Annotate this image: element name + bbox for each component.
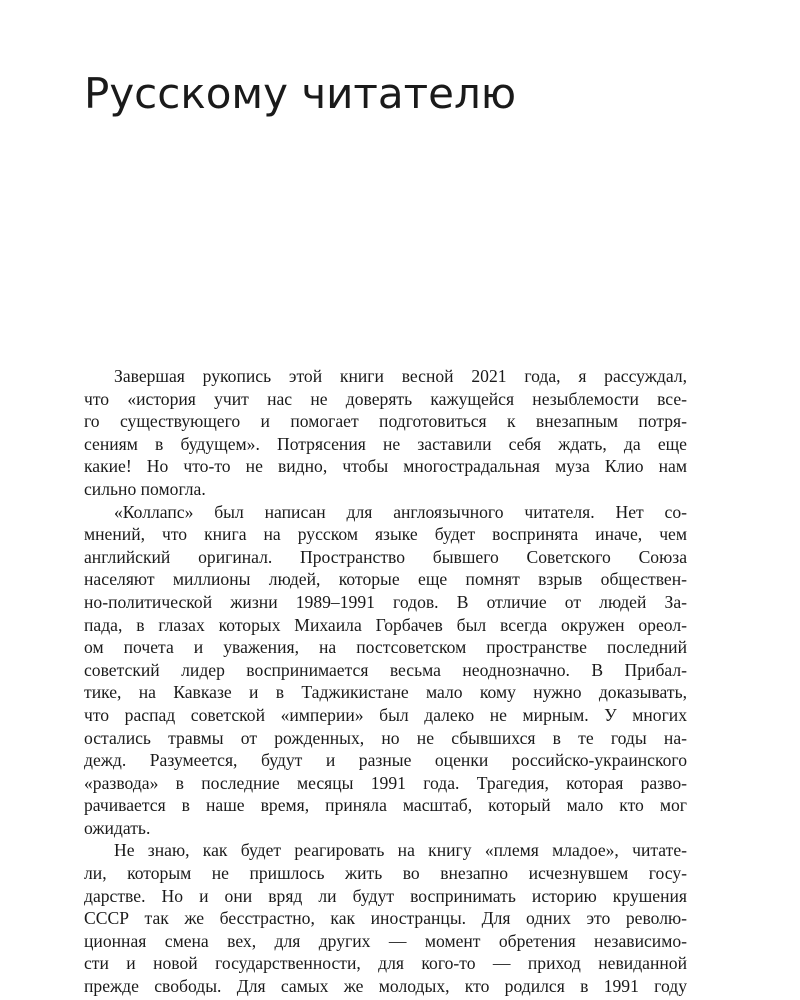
paragraph-line: тике, на Кавказе и в Таджикистане мало кому нужно доказывать, <box>84 682 687 703</box>
paragraph-line: остались травмы от рожденных, но не сбывшихся в те годы на- <box>84 727 687 748</box>
paragraph-line: ом почета и уважения, на постсоветском пространстве последний <box>84 637 687 658</box>
chapter-title: Русскому читателю <box>84 69 517 118</box>
paragraph-line: какие! Но что-то не видно, чтобы многострадальная муза Клио нам <box>84 456 687 477</box>
paragraph-line: советский лидер воспринимается весьма неоднозначно. В Прибал- <box>84 659 687 680</box>
paragraph-line: ожидать. <box>84 817 151 838</box>
paragraph-line: сениям в будущем». Потрясения не заставили себя ждать, да еще <box>84 433 687 454</box>
paragraph-line: рачивается в наше время, приняла масштаб, который мало кто мог <box>84 795 687 816</box>
paragraph-line: населяют миллионы людей, которые еще помнят взрыв обществен- <box>84 569 687 590</box>
paragraph-line: Завершая рукопись этой книги весной 2021 года, я рассуждал, <box>114 366 687 386</box>
paragraph-line: го существующего и помогает подготовиться к внезапным потря- <box>84 411 687 432</box>
paragraph-line: что распад советской «империи» был далеко не мирным. У многих <box>84 704 687 725</box>
chapter-body <box>84 365 687 998</box>
paragraph-line: но-политической жизни 1989–1991 годов. В отличие от людей За- <box>84 591 687 612</box>
paragraph-line: СССР так же бесстрастно, как иностранцы. Для одних это револю- <box>84 908 687 929</box>
paragraph-line: английский оригинал. Пространство бывшего Советского Союза <box>84 546 687 567</box>
paragraph-line: «развода» в последние месяцы 1991 года. Трагедия, которая разво- <box>84 772 687 793</box>
paragraph-line: дежд. Разумеется, будут и разные оценки российско-украинского <box>84 750 687 771</box>
paragraph-line: что «история учит нас не доверять кажущейся незыблемости все- <box>84 388 687 409</box>
paragraph-line: прежде свободы. Для самых же молодых, кто родился в 1991 году <box>84 976 687 997</box>
paragraph-line: Не знаю, как будет реагировать на книгу «племя младое», читате- <box>114 840 687 861</box>
paragraph-line: ционная смена вех, для других — момент обретения независимо- <box>84 930 687 951</box>
paragraph-line: сти и новой государственности, для кого-то — приход невиданной <box>84 953 687 974</box>
paragraph-line: дарстве. Но и они вряд ли будут воспринимать историю крушения <box>84 885 687 906</box>
paragraph-line: сильно помогла. <box>84 478 206 499</box>
paragraph-line: пада, в глазах которых Михаила Горбачев был всегда окружен ореол- <box>84 614 687 635</box>
paragraph-line: «Коллапс» был написан для англоязычного читателя. Нет со- <box>114 501 687 522</box>
paragraph-line: мнений, что книга на русском языке будет воспринята иначе, чем <box>84 524 687 545</box>
paragraph-line: ли, которым не пришлось жить во внезапно исчезнувшем госу- <box>84 863 687 884</box>
